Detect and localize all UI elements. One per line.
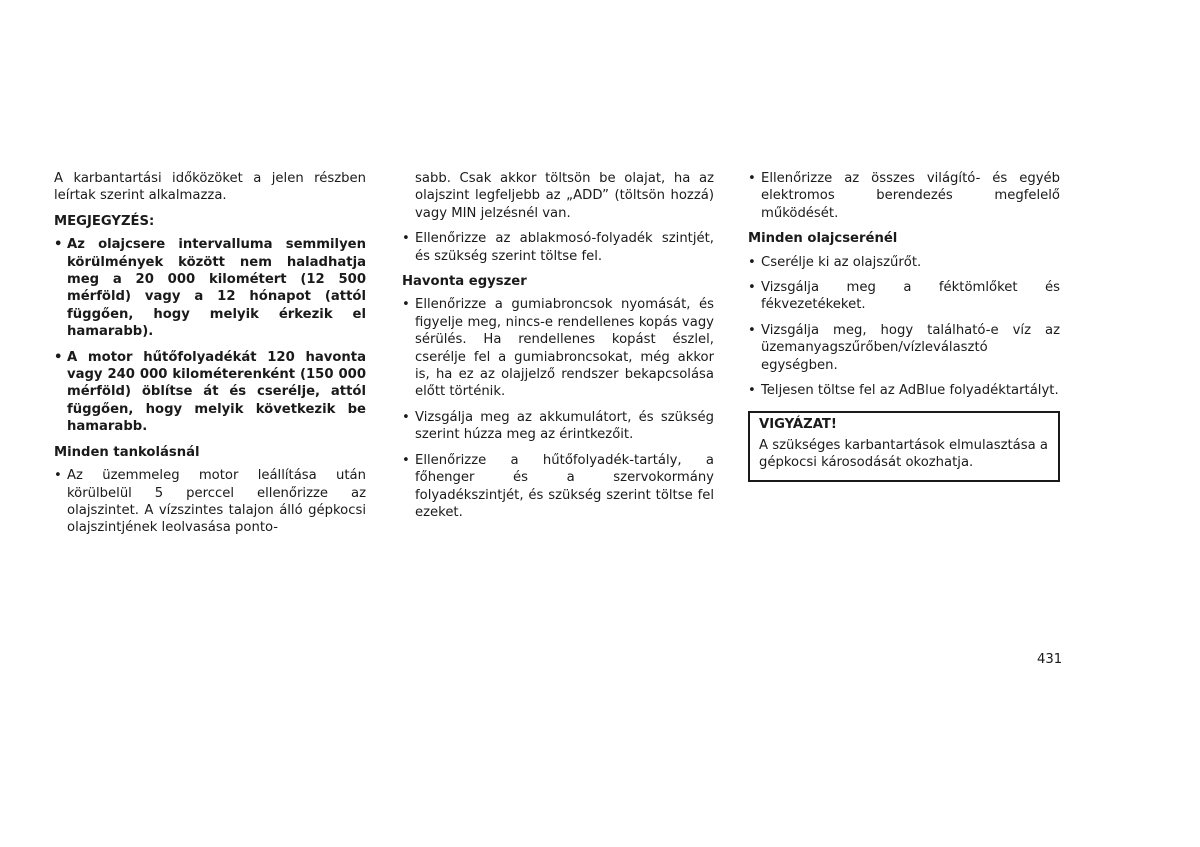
oil-change-list xyxy=(748,254,1060,400)
page-number: 431 xyxy=(1037,652,1063,667)
column-3 xyxy=(748,170,1060,482)
column-2 xyxy=(402,170,714,529)
caution-text: A szükséges karbantartások elmulasztása a gépkocsi károsodását okozhatja. xyxy=(759,437,1048,471)
section-heading-refuel: Minden tankolásnál xyxy=(54,444,200,460)
note-list xyxy=(54,236,366,435)
monthly-item-lights: • Ellenőrizze az összes világító- és egyéb elektromos berendezés megfelelő működését. xyxy=(748,170,1060,222)
oil-change-item-brakes: • Vizsgálja meg a féktömlőket és fékvezetékeket. xyxy=(748,279,1060,314)
oil-change-item-filter: • Cserélje ki az olajszűrőt. xyxy=(748,254,1060,271)
refuel-item-oil-level: • Az üzemmeleg motor leállítása után körülbelül 5 perccel ellenőrizze az olajszintet. A vízszintes talajon álló gépkocsi olajszintjének leolvasása ponto- xyxy=(54,467,366,537)
continued-paragraph: sabb. Csak akkor töltsön be olajat, ha az olajszint legfeljebb az „ADD” (töltsön hozzá) vagy MIN jelzésnél van. xyxy=(415,171,714,221)
section-heading-oil-change: Minden olajcserénél xyxy=(748,231,898,247)
note-item-coolant: • A motor hűtőfolyadékát 120 havonta vagy 240 000 kilométerenként (150 000 mérföld) öblítse át és cserélje, attól függően, hogy melyik következik be hamarabb. xyxy=(54,349,366,436)
note-heading: MEGJEGYZÉS: xyxy=(54,213,155,229)
oil-change-item-water-separator: • Vizsgálja meg, hogy található-e víz az üzemanyagszűrőben/vízleválasztó egységben. xyxy=(748,322,1060,374)
monthly-item-tires: • Ellenőrizze a gumiabroncsok nyomását, és figyelje meg, nincs-e rendellenes kopás vagy sérülés. Ha rendellenes kopást észlel, cserélje fel a gumiabroncsokat, még akkor is, ha ez az olajjelző rendszer bekapcsolása előtt történik. xyxy=(402,296,714,400)
column-1 xyxy=(54,170,366,545)
monthly-list-continued xyxy=(748,170,1060,222)
note-item-interval: • Az olajcsere intervalluma semmilyen körülmények között nem haladhatja meg a 20 000 kilométert (12 500 mérföld) vagy a 12 hónapot (attól függően, hogy melyik érkezik el hamarabb). xyxy=(54,236,366,340)
section-heading-monthly: Havonta egyszer xyxy=(402,274,527,290)
refuel-list xyxy=(54,467,366,537)
monthly-item-fluids: • Ellenőrizze a hűtőfolyadék-tartály, a főhenger és a szervokormány folyadékszintjét, és szükség szerint töltse fel ezeket. xyxy=(402,452,714,522)
monthly-list xyxy=(402,296,714,521)
intro-paragraph: A karbantartási időközöket a jelen részben leírtak szerint alkalmazza. xyxy=(54,171,366,204)
monthly-item-battery: • Vizsgálja meg az akkumulátort, és szükség szerint húzza meg az érintkezőit. xyxy=(402,409,714,444)
caution-box xyxy=(748,411,1060,481)
refuel-list-continued xyxy=(402,230,714,265)
refuel-item-washer-fluid: • Ellenőrizze az ablakmosó-folyadék szintjét, és szükség szerint töltse fel. xyxy=(402,230,714,265)
caution-title: VIGYÁZAT! xyxy=(759,417,837,433)
oil-change-item-adblue: • Teljesen töltse fel az AdBlue folyadéktartályt. xyxy=(748,382,1060,399)
